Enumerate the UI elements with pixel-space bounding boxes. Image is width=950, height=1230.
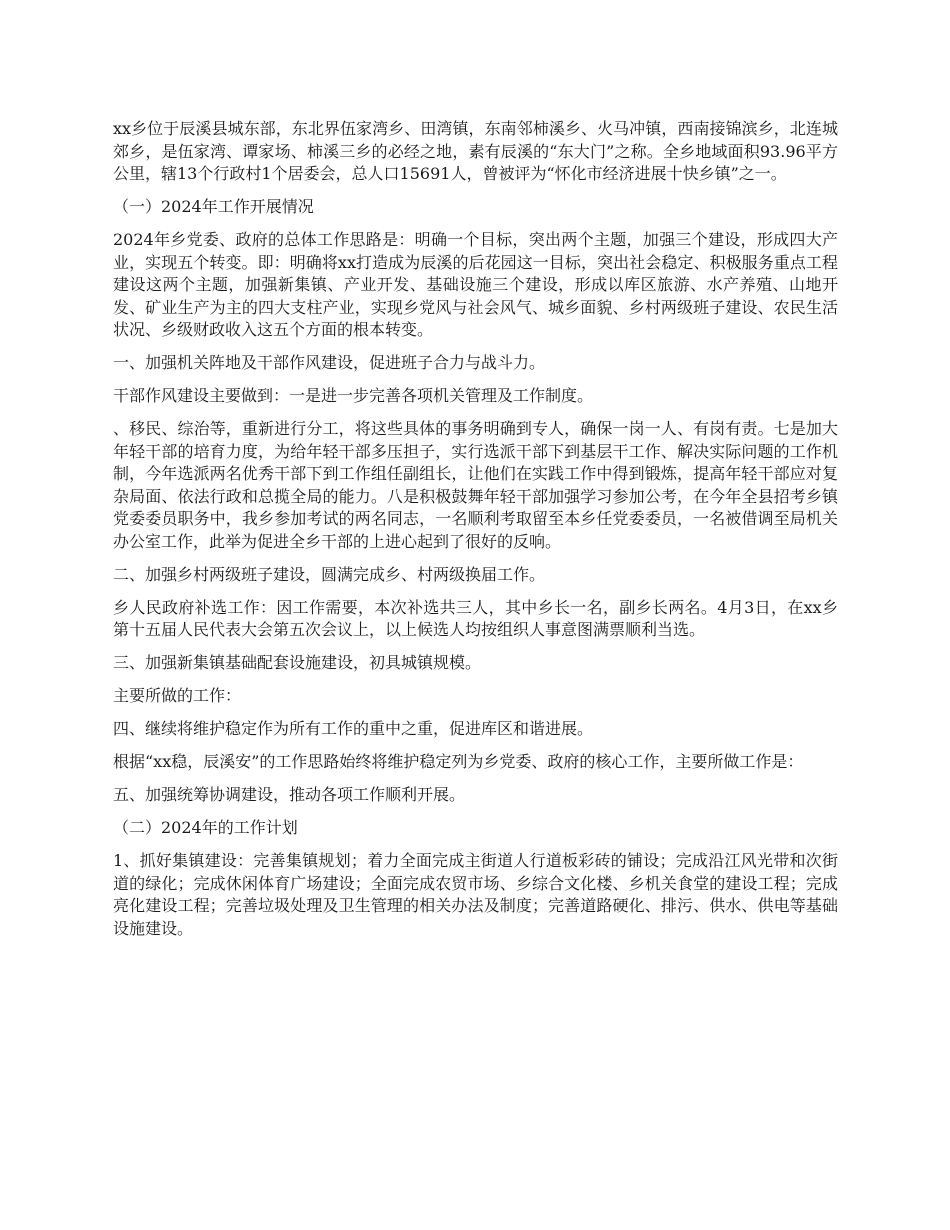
plan-item-1-paragraph: 1、抓好集镇建设：完善集镇规划；着力全面完成主街道人行道板彩砖的铺设；完成沿江风光带和次街道的绿化；完成休闲体育广场建设；全面完成农贸市场、乡综合文化楼、乡机关食堂的建设工程；完成亮化建设工程；完善垃圾处理及卫生管理的相关办法及制度；完善道路硬化、排污、供水、供电等基础设施建设。 xyxy=(113,851,838,938)
stability-paragraph: 根据“xx稳，辰溪安”的工作思路始终将维护稳定列为乡党委、政府的核心工作，主要所做工作是： xyxy=(113,752,804,771)
heading-item-5: 五、加强统筹协调建设，推动各项工作顺利开展。 xyxy=(113,785,466,804)
heading-item-2: 二、加强乡村两级班子建设，圆满完成乡、村两级换届工作。 xyxy=(113,564,546,584)
intro-paragraph: xx乡位于辰溪县城东部，东北界伍家湾乡、田湾镇，东南邻柿溪乡、火马冲镇，西南接锦滨乡，北连城郊乡，是伍家湾、谭家场、柿溪三乡的必经之地，素有辰溪的“东大门”之称。全乡地域面积93.96平方公里，辖13个行政村1个居委会，总人口15691人，曾被评为“怀化市经济进展十快乡镇”之一。 xyxy=(113,119,838,183)
section-heading-2024-plan: （二）2024年的工作计划 xyxy=(113,818,298,837)
heading-item-4: 四、继续将维护稳定作为所有工作的重中之重，促进库区和谐进展。 xyxy=(113,719,594,738)
election-paragraph: 乡人民政府补选工作：因工作需要，本次补选共三人，其中乡长一名，副乡长两名。4月3日，在xx乡第十五届人民代表大会第五次会议上，以上候选人均按组织人事意图满票顺利当选。 xyxy=(113,597,838,639)
work-approach-paragraph: 2024年乡党委、政府的总体工作思路是：明确一个目标，突出两个主题，加强三个建设，形成四大产业，实现五个转变。即：明确将xx打造成为辰溪的后花园这一目标，突出社会稳定、积极服务重点工程建设这两个主题，加强新集镇、产业开发、基础设施三个建设，形成以库区旅游、水产养殖、山地开发、矿业生产为主的四大支柱产业，实现乡党风与社会风气、城乡面貌、乡村两级班子建设、农民生活状况、乡级财政收入这五个方面的根本转变。 xyxy=(113,230,838,339)
main-work-paragraph: 主要所做的工作： xyxy=(113,686,242,705)
document-body xyxy=(113,118,838,951)
cadre-style-paragraph: 干部作风建设主要做到：一是进一步完善各项机关管理及工作制度。 xyxy=(113,386,594,405)
cadre-detail-paragraph: 、移民、综治等，重新进行分工，将这些具体的事务明确到专人，确保一岗一人、有岗有责。七是加大年轻干部的培育力度，为给年轻干部多压担子，实行选派干部下到基层干工作、解决实际问题的工作机制，今年选派两名优秀干部下到工作组任副组长，让他们在实践工作中得到锻炼，提高年轻干部应对复杂局面、依法行政和总揽全局的能力。八是积极鼓舞年轻干部加强学习参加公考，在今年全县招考乡镇党委委员职务中，我乡参加考试的两名同志，一名顺利考取留至本乡任党委委员，一名被借调至局机关办公室工作，此举为促进全乡干部的上进心起到了很好的反响。 xyxy=(113,419,838,551)
heading-item-3: 三、加强新集镇基础配套设施建设，初具城镇规模。 xyxy=(113,653,482,672)
section-heading-2024-work: （一）2024年工作开展情况 xyxy=(113,197,314,216)
heading-item-1: 一、加强机关阵地及干部作风建设，促进班子合力与战斗力。 xyxy=(113,353,546,372)
